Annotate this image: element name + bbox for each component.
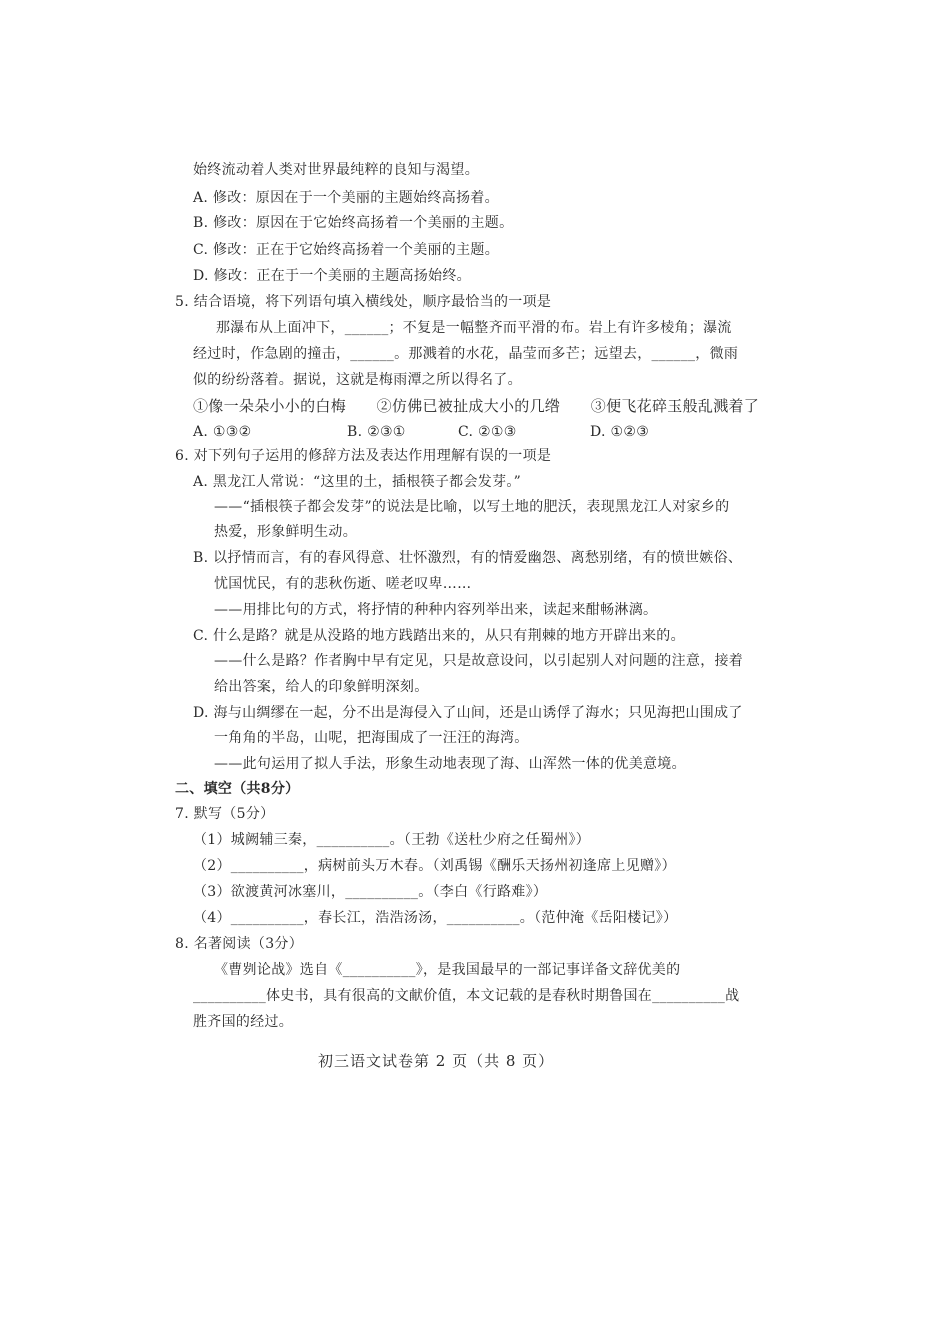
q4-option-d: D. 修改：正在于一个美丽的主题高扬始终。 xyxy=(193,268,471,284)
q7-stem: 7. 默写（5分） xyxy=(175,806,275,822)
q6-line: 一角角的半岛，山呢，把海围成了一汪汪的海湾。 xyxy=(214,730,529,746)
q4-option-b: B. 修改：原因在于它始终高扬着一个美丽的主题。 xyxy=(193,215,514,231)
q8-line: 《曹刿论战》选自《__________》，是我国最早的一部记事详备文辞优美的 xyxy=(214,962,681,978)
q6-line: 给出答案，给人的印象鲜明深刻。 xyxy=(214,679,429,695)
q7-item: （3）欲渡黄河冰塞川，__________。（李白《行路难》） xyxy=(193,884,548,900)
q4-option-a: A. 修改：原因在于一个美丽的主题始终高扬着。 xyxy=(193,190,499,206)
q8-stem: 8. 名著阅读（3分） xyxy=(175,936,304,952)
section-title: 二、填空（共8分） xyxy=(175,781,300,797)
q6-line: ——什么是路？作者胸中早有定见，只是故意设问，以引起别人对问题的注意，接着 xyxy=(214,653,744,669)
q5-option-d: D. ①②③ xyxy=(590,424,650,440)
q8-line: __________体史书，具有很高的文献价值，本文记载的是春秋时期鲁国在__________战 xyxy=(193,988,740,1004)
q6-line: C. 什么是路？就是从没路的地方践踏出来的，从只有荆棘的地方开辟出来的。 xyxy=(193,628,685,644)
q7-item: （4）__________，春长江，浩浩汤汤，__________。（范仲淹《岳阳楼记》） xyxy=(193,910,678,926)
q5-option-c: C. ②①③ xyxy=(458,424,517,440)
q5-passage-line: 那瀑布从上面冲下，______；不复是一幅整齐而平滑的布。岩上有许多棱角；瀑流 xyxy=(216,320,732,336)
q6-line: ——“插根筷子都会发芽”的说法是比喻，以写土地的肥沃，表现黑龙江人对家乡的 xyxy=(214,499,730,515)
q4-option-c: C. 修改：正在于它始终高扬着一个美丽的主题。 xyxy=(193,242,500,258)
q4-tail-line: 始终流动着人类对世界最纯粹的良知与渴望。 xyxy=(193,162,479,178)
q6-line: ——此句运用了拟人手法，形象生动地表现了海、山浑然一体的优美意境。 xyxy=(214,756,686,772)
q6-line: B. 以抒情而言，有的春风得意、壮怀激烈，有的情爱幽怨、离愁别绪，有的愤世嫉俗、 xyxy=(193,550,743,566)
q5-option-a: A. ①③② xyxy=(193,424,252,440)
q8-line: 胜齐国的经过。 xyxy=(193,1014,294,1030)
q6-line: D. 海与山绸缪在一起，分不出是海侵入了山间，还是山诱俘了海水；只见海把山围成了 xyxy=(193,705,743,721)
q5-passage-line: 经过时，作急剧的撞击，______。那溅着的水花，晶莹而多芒；远望去，______，微雨 xyxy=(193,346,739,362)
q6-stem: 6. 对下列句子运用的修辞方法及表达作用理解有误的一项是 xyxy=(175,448,552,464)
q5-passage-line: 似的纷纷落着。据说，这就是梅雨潭之所以得名了。 xyxy=(193,372,522,388)
q7-item: （2）__________，病树前头万木春。（刘禹锡《酬乐天扬州初逢席上见赠》） xyxy=(193,858,676,874)
q6-line: A. 黑龙江人常说：“这里的土，插根筷子都会发芽。” xyxy=(193,474,522,490)
page-footer: 初三语文试卷第 2 页（共 8 页） xyxy=(318,1052,555,1070)
q6-line: 忧国忧民，有的悲秋伤逝、嗟老叹卑…… xyxy=(214,576,472,592)
q7-item: （1）城阙辅三秦，__________。（王勃《送杜少府之任蜀州》） xyxy=(193,832,591,848)
q6-line: 热爱，形象鲜明生动。 xyxy=(214,524,357,540)
q5-stem: 5. 结合语境，将下列语句填入横线处，顺序最恰当的一项是 xyxy=(175,294,552,310)
q5-phrases: ①像一朵朵小小的白梅 ②仿佛已被扯成大小的几绺 ③便飞花碎玉般乱溅着了 xyxy=(193,397,760,415)
q5-option-b: B. ②③① xyxy=(347,424,406,440)
q6-line: ——用排比句的方式，将抒情的种种内容列举出来，读起来酣畅淋漓。 xyxy=(214,602,658,618)
